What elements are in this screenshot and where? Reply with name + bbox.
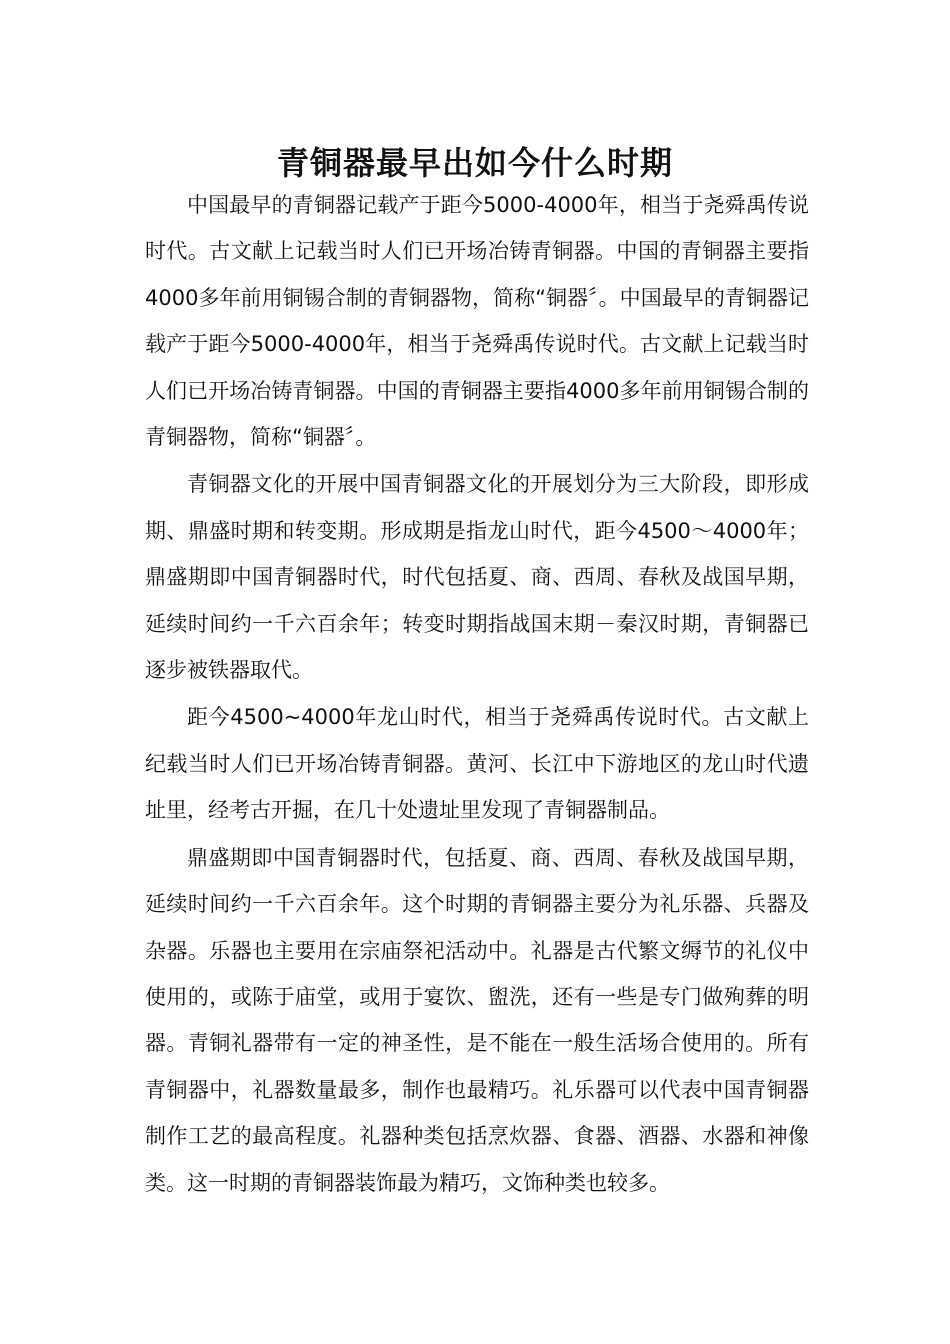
document-body — [145, 182, 809, 1207]
page-title: 青铜器最早出如今什么时期 — [276, 144, 673, 183]
paragraph-2: 青铜器文化的开展中国青铜器文化的开展划分为三大阶段，即形成期、鼎盛时期和转变期。形成期是指龙山时代，距今4500～4000年；鼎盛期即中国青铜器时代，时代包括夏、商、西周、春秋及战国早期，延续时间约一千六百余年；转变时期指战国末期－秦汉时期，青铜器已逐步被铁器取代。 — [145, 472, 809, 683]
paragraph-1: 中国最早的青铜器记载产于距今5000-4000年，相当于尧舜禹传说时代。古文献上记载当时人们已开场冶铸青铜器。中国的青铜器主要指4000多年前用铜锡合制的青铜器物，简称“铜器〞。中国最早的青铜器记载产于距今5000-4000年，相当于尧舜禹传说时代。古文献上记载当时人们已开场冶铸青铜器。中国的青铜器主要指4000多年前用铜锡合制的青铜器物，简称“铜器〞。 — [145, 193, 809, 450]
paragraph-3: 距今4500~4000年龙山时代，相当于尧舜禹传说时代。古文献上纪载当时人们已开场冶铸青铜器。黄河、长江中下游地区的龙山时代遗址里，经考古开掘，在几十处遗址里发现了青铜器制品。 — [145, 705, 809, 823]
paragraph-4: 鼎盛期即中国青铜器时代，包括夏、商、西周、春秋及战国早期，延续时间约一千六百余年。这个时期的青铜器主要分为礼乐器、兵器及杂器。乐器也主要用在宗庙祭祀活动中。礼器是古代繁文缛节的礼仪中使用的，或陈于庙堂，或用于宴饮、盥洗，还有一些是专门做殉葬的明器。青铜礼器带有一定的神圣性，是不能在一般生活场合使用的。所有青铜器中，礼器数量最多，制作也最精巧。礼乐器可以代表中国青铜器制作工艺的最高程度。礼器种类包括烹炊器、食器、酒器、水器和神像类。这一时期的青铜器装饰最为精巧，文饰种类也较多。 — [145, 845, 809, 1195]
